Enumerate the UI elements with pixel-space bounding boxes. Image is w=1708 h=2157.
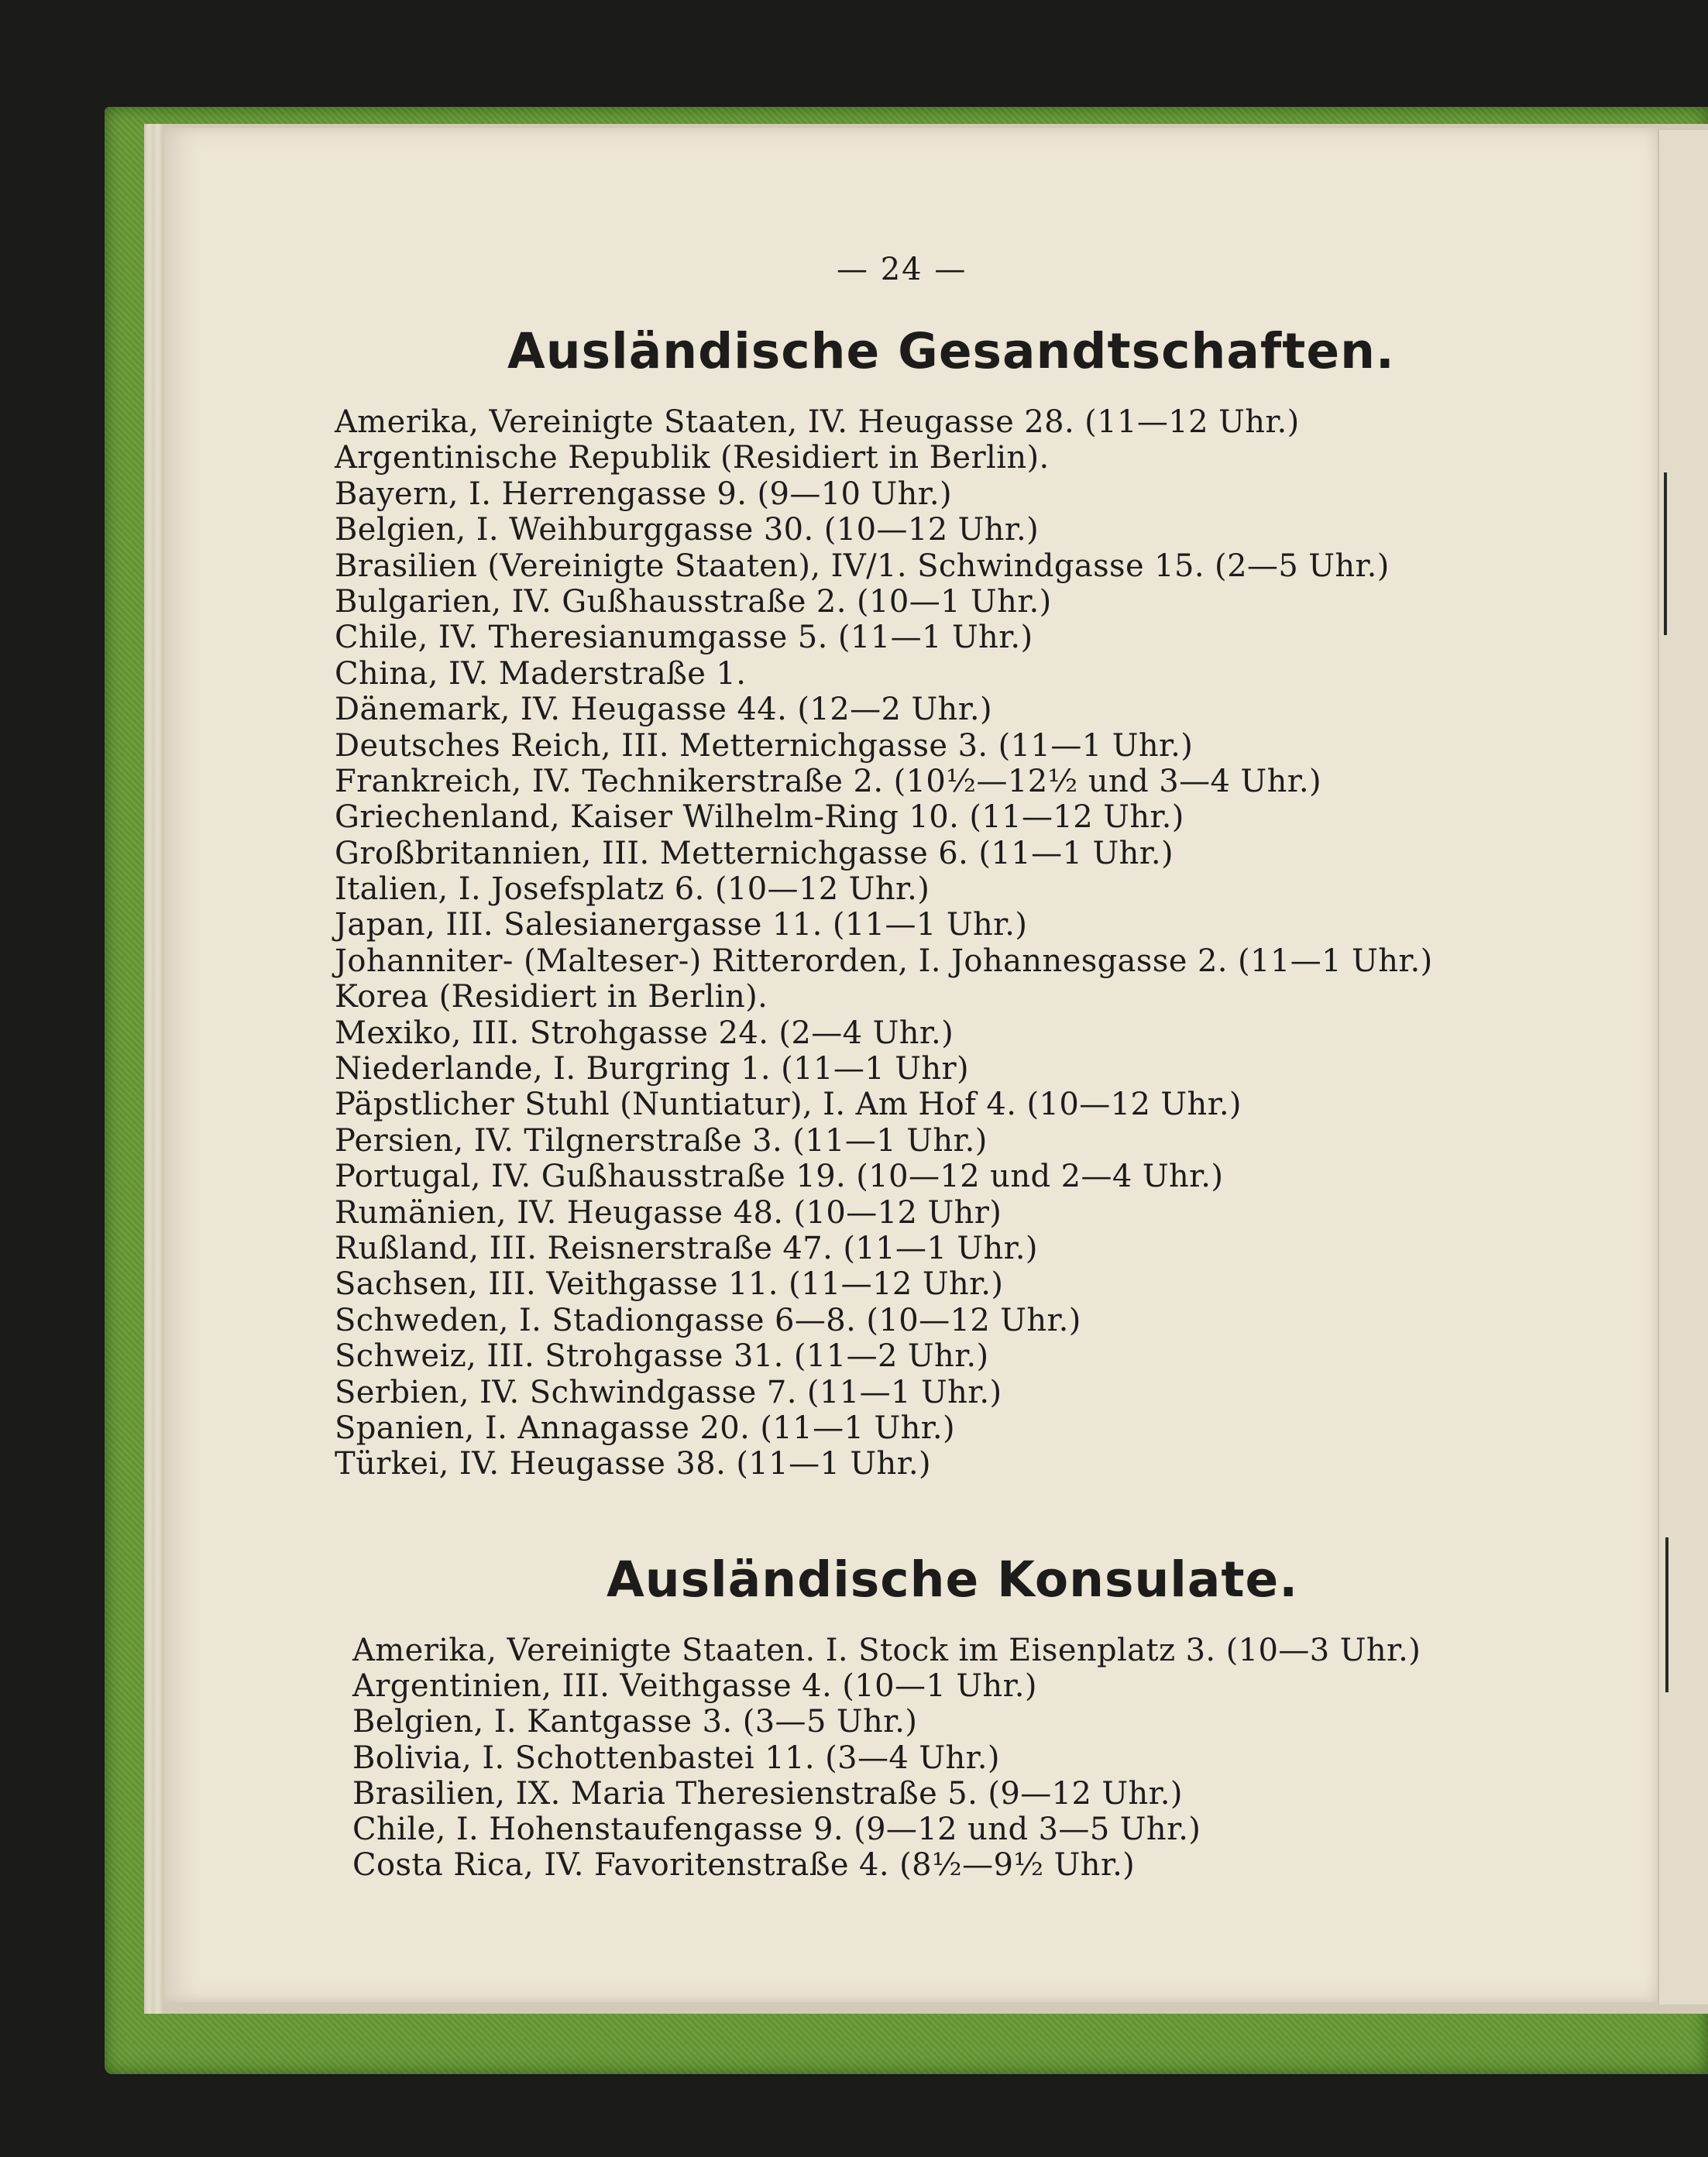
list-item: Serbien, IV. Schwindgasse 7. (11—1 Uhr.) [335,1374,1002,1410]
facing-page-edge [1658,130,1708,2004]
list-item: Großbritannien, III. Metternichgasse 6. (11—1 Uhr.) [335,835,1174,871]
list-item: Mexiko, III. Strohgasse 24. (2—4 Uhr.) [335,1015,954,1051]
list-item: Brasilien (Vereinigte Staaten), IV/1. Schwindgasse 15. (2—5 Uhr.) [335,548,1390,584]
list-item: Brasilien, IX. Maria Theresienstraße 5. (9—12 Uhr.) [352,1775,1183,1812]
list-item: Frankreich, IV. Technikerstraße 2. (10½—12½ und 3—4 Uhr.) [335,763,1322,799]
list-item: Schweden, I. Stadiongasse 6—8. (10—12 Uhr.) [335,1302,1081,1338]
list-item: Bolivia, I. Schottenbastei 11. (3—4 Uhr.) [352,1740,1000,1776]
bleed-through-mark [1664,472,1667,635]
list-item: Päpstlicher Stuhl (Nuntiatur), I. Am Hof 4. (10—12 Uhr.) [335,1087,1242,1123]
list-item: Amerika, Vereinigte Staaten. I. Stock im Eisenplatz 3. (10—3 Uhr.) [352,1633,1421,1668]
list-item: China, IV. Maderstraße 1. [335,655,747,692]
list-item: Italien, I. Josefsplatz 6. (10—12 Uhr.) [335,871,930,908]
embassies-heading: Ausländische Gesandtschaften. [507,323,1395,380]
list-item: Johanniter- (Malteser-) Ritterorden, I. Johannesgasse 2. (11—1 Uhr.) [335,943,1433,979]
consulates-heading: Ausländische Konsulate. [607,1551,1299,1608]
list-item: Deutsches Reich, III. Metternichgasse 3. (11—1 Uhr.) [335,727,1194,764]
list-item: Bayern, I. Herrengasse 9. (9—10 Uhr.) [335,476,953,512]
list-item: Chile, I. Hohenstaufengasse 9. (9—12 und 3—5 Uhr.) [352,1811,1201,1847]
list-item: Schweiz, III. Strohgasse 31. (11—2 Uhr.) [335,1338,989,1375]
consulates-list [352,1633,1421,1883]
list-item: Bulgarien, IV. Gußhausstraße 2. (10—1 Uhr.) [335,583,1052,620]
list-item: Argentinien, III. Veithgasse 4. (10—1 Uhr.) [352,1668,1037,1705]
list-item: Korea (Residiert in Berlin). [335,979,768,1015]
list-item: Japan, III. Salesianergasse 11. (11—1 Uhr.) [335,907,1028,943]
list-item: Amerika, Vereinigte Staaten, IV. Heugasse 28. (11—12 Uhr.) [335,404,1300,440]
list-item: Rußland, III. Reisnerstraße 47. (11—1 Uhr.) [335,1230,1038,1266]
list-item: Portugal, IV. Gußhausstraße 19. (10—12 und 2—4 Uhr.) [335,1159,1224,1195]
list-item: Griechenland, Kaiser Wilhelm-Ring 10. (11—12 Uhr.) [335,799,1184,836]
list-item: Dänemark, IV. Heugasse 44. (12—2 Uhr.) [335,692,992,728]
list-item: Belgien, I. Kantgasse 3. (3—5 Uhr.) [352,1704,918,1740]
page-number: — 24 — [837,252,967,287]
embassies-list [335,404,1433,1482]
bleed-through-mark [1665,1537,1668,1692]
list-item: Niederlande, I. Burgring 1. (11—1 Uhr) [335,1051,970,1087]
list-item: Spanien, I. Annagasse 20. (11—1 Uhr.) [335,1410,955,1446]
list-item: Sachsen, III. Veithgasse 11. (11—12 Uhr.) [335,1266,1004,1303]
list-item: Argentinische Republik (Residiert in Berlin). [335,440,1050,476]
list-item: Türkei, IV. Heugasse 38. (11—1 Uhr.) [335,1446,931,1482]
list-item: Rumänien, IV. Heugasse 48. (10—12 Uhr) [335,1194,1002,1231]
list-item: Chile, IV. Theresianumgasse 5. (11—1 Uhr.) [335,620,1033,656]
list-item: Costa Rica, IV. Favoritenstraße 4. (8½—9½ Uhr.) [352,1847,1136,1884]
list-item: Belgien, I. Weihburggasse 30. (10—12 Uhr.) [335,512,1040,548]
list-item: Persien, IV. Tilgnerstraße 3. (11—1 Uhr.) [335,1122,988,1159]
